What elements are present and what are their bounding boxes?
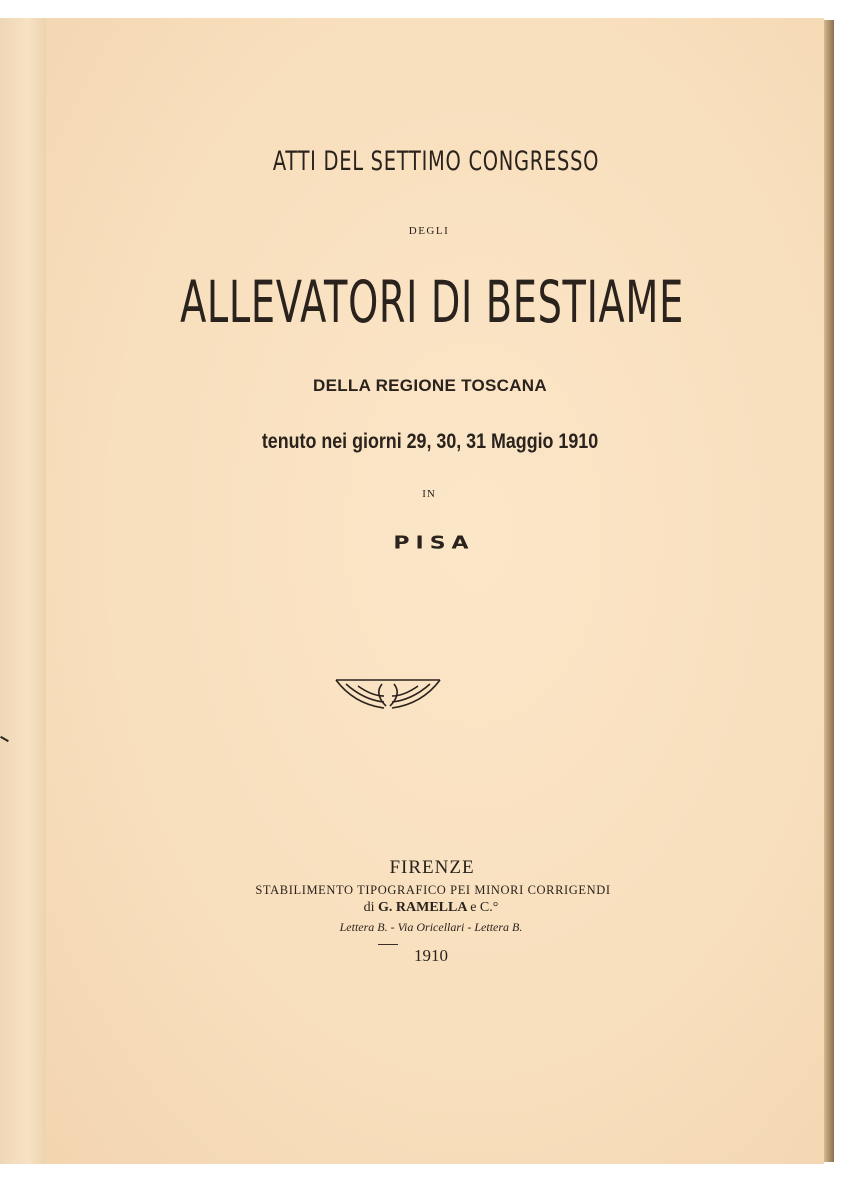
title-line-degli: DEGLI [408, 225, 450, 237]
publication-year: 1910 [414, 946, 448, 965]
title-line-in: IN [422, 488, 436, 500]
publisher-establishment: STABILIMENTO TIPOGRAFICO PEI MINORI CORRIGENDI [255, 883, 611, 897]
divider [378, 944, 398, 945]
publisher-printer [42, 900, 820, 916]
printer-suffix: e C.° [470, 900, 499, 915]
page-edge [824, 20, 834, 1162]
subtitle-dates: tenuto nei giorni 29, 30, 31 Maggio 1910 [261, 430, 599, 453]
printer-name: G. RAMELLA [378, 900, 467, 915]
publisher-address: Lettera B. - Via Oricellari - Lettera B. [339, 920, 523, 934]
subtitle-region: DELLA REGIONE TOSCANA [313, 376, 547, 395]
printer-prefix: di [363, 900, 375, 915]
title-line-congress: ATTI DEL SETTIMO CONGRESSO [272, 146, 600, 177]
main-title: ALLEVATORI DI BESTIAME [180, 268, 684, 336]
background-top [0, 0, 855, 16]
background-bottom [0, 1164, 855, 1182]
publisher-city: FIRENZE [389, 857, 475, 878]
location-title: PISA [393, 533, 475, 554]
book-spine [0, 18, 47, 1164]
winged-ornament-icon [334, 676, 442, 712]
title-page [46, 18, 824, 1164]
